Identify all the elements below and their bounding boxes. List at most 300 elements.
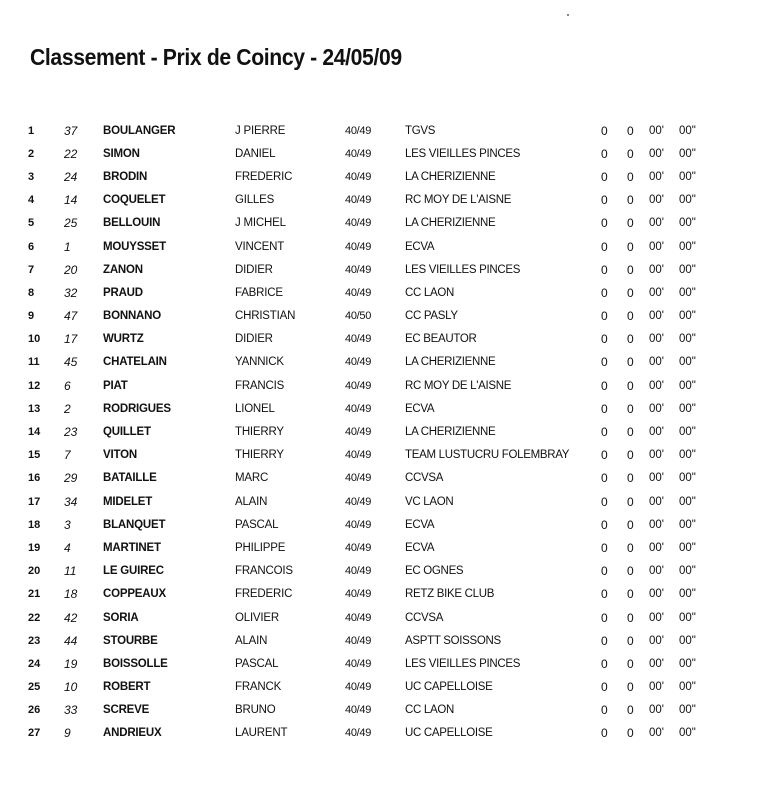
time-minutes-cell: 0 (627, 425, 634, 440)
category-cell: 40/49 (345, 402, 372, 415)
category-cell: 40/49 (345, 286, 372, 299)
table-row (28, 444, 709, 467)
rank-cell: 22 (28, 611, 41, 624)
time-gap-seconds-cell: 00" (679, 217, 696, 230)
time-gap-seconds-cell: 00" (679, 495, 696, 508)
last-name-cell: COPPEAUX (103, 588, 166, 601)
time-gap-seconds-cell: 00" (679, 611, 696, 624)
first-name-cell: DANIEL (235, 147, 276, 160)
club-cell: LA CHERIZIENNE (405, 217, 496, 230)
bib-cell: 42 (64, 610, 78, 625)
category-cell: 40/49 (345, 541, 372, 554)
bib-cell: 6 (64, 378, 71, 393)
time-gap-seconds-cell: 00" (679, 333, 696, 346)
time-minutes-cell: 0 (627, 633, 634, 648)
time-gap-minutes-cell: 00' (649, 356, 664, 369)
time-gap-seconds-cell: 00" (679, 634, 696, 647)
time-gap-minutes-cell: 00' (649, 379, 664, 392)
last-name-cell: BLANQUET (103, 518, 166, 531)
time-gap-seconds-cell: 00" (679, 263, 696, 276)
time-minutes-cell: 0 (627, 448, 634, 463)
table-row (28, 212, 709, 235)
time-minutes-cell: 0 (627, 517, 634, 532)
time-hours-cell: 0 (601, 285, 608, 300)
table-row (28, 722, 709, 745)
first-name-cell: THIERRY (235, 426, 284, 439)
time-minutes-cell: 0 (627, 123, 634, 138)
club-cell: CCVSA (405, 611, 444, 624)
table-row (28, 281, 709, 304)
results-table (28, 119, 709, 745)
rank-cell: 5 (28, 217, 35, 230)
table-row (28, 119, 709, 142)
rank-cell: 27 (28, 727, 41, 740)
club-cell: CC LAON (405, 286, 455, 299)
category-cell: 40/49 (345, 170, 372, 183)
time-gap-seconds-cell: 00" (679, 147, 696, 160)
table-row (28, 583, 709, 606)
bib-cell: 32 (64, 285, 78, 300)
table-row (28, 258, 709, 281)
category-cell: 40/49 (345, 333, 372, 346)
time-minutes-cell: 0 (627, 309, 634, 324)
rank-cell: 4 (28, 194, 35, 207)
bib-cell: 29 (64, 471, 78, 486)
table-row (28, 374, 709, 397)
club-cell: UC CAPELLOISE (405, 727, 493, 740)
time-gap-minutes-cell: 00' (649, 170, 664, 183)
category-cell: 40/49 (345, 495, 372, 508)
first-name-cell: BRUNO (235, 704, 276, 717)
time-gap-minutes-cell: 00' (649, 240, 664, 253)
last-name-cell: PIAT (103, 379, 128, 392)
club-cell: ECVA (405, 541, 435, 554)
page-title: Classement - Prix de Coincy - 24/05/09 (30, 44, 402, 70)
bib-cell: 25 (64, 216, 78, 231)
category-cell: 40/49 (345, 449, 372, 462)
time-gap-minutes-cell: 00' (649, 310, 664, 323)
rank-cell: 7 (28, 263, 35, 276)
table-row (28, 235, 709, 258)
bib-cell: 18 (64, 587, 78, 602)
time-minutes-cell: 0 (627, 378, 634, 393)
time-hours-cell: 0 (601, 262, 608, 277)
time-gap-minutes-cell: 00' (649, 495, 664, 508)
time-hours-cell: 0 (601, 448, 608, 463)
time-minutes-cell: 0 (627, 703, 634, 718)
rank-cell: 11 (28, 356, 40, 369)
last-name-cell: STOURBE (103, 634, 158, 647)
first-name-cell: DIDIER (235, 263, 273, 276)
time-minutes-cell: 0 (627, 401, 634, 416)
time-hours-cell: 0 (601, 355, 608, 370)
table-row (28, 351, 709, 374)
club-cell: LES VIEILLES PINCES (405, 263, 521, 276)
category-cell: 40/49 (345, 217, 372, 230)
bib-cell: 44 (64, 633, 78, 648)
time-hours-cell: 0 (601, 193, 608, 208)
time-minutes-cell: 0 (627, 610, 634, 625)
last-name-cell: MIDELET (103, 495, 153, 508)
time-gap-minutes-cell: 00' (649, 263, 664, 276)
time-hours-cell: 0 (601, 540, 608, 555)
rank-cell: 25 (28, 681, 41, 694)
category-cell: 40/49 (345, 727, 372, 740)
rank-cell: 16 (28, 472, 41, 485)
bib-cell: 11 (64, 564, 77, 579)
first-name-cell: PASCAL (235, 518, 279, 531)
time-hours-cell: 0 (601, 401, 608, 416)
last-name-cell: BELLOUIN (103, 217, 161, 230)
club-cell: CC PASLY (405, 310, 458, 323)
rank-cell: 2 (28, 147, 35, 160)
category-cell: 40/49 (345, 356, 372, 369)
last-name-cell: QUILLET (103, 426, 151, 439)
rank-cell: 9 (28, 310, 35, 323)
bib-cell: 1 (64, 239, 71, 254)
last-name-cell: RODRIGUES (103, 402, 171, 415)
rank-cell: 19 (28, 541, 41, 554)
rank-cell: 1 (28, 124, 35, 137)
category-cell: 40/49 (345, 472, 372, 485)
rank-cell: 21 (28, 588, 41, 601)
time-gap-minutes-cell: 00' (649, 402, 664, 415)
first-name-cell: DIDIER (235, 333, 273, 346)
last-name-cell: VITON (103, 449, 137, 462)
first-name-cell: J MICHEL (235, 217, 286, 230)
time-gap-minutes-cell: 00' (649, 217, 664, 230)
time-hours-cell: 0 (601, 378, 608, 393)
club-cell: TEAM LUSTUCRU FOLEMBRAY (405, 449, 570, 462)
club-cell: ASPTT SOISSONS (405, 634, 501, 647)
time-gap-minutes-cell: 00' (649, 124, 664, 137)
time-gap-minutes-cell: 00' (649, 449, 664, 462)
time-hours-cell: 0 (601, 169, 608, 184)
category-cell: 40/49 (345, 263, 372, 276)
club-cell: LES VIEILLES PINCES (405, 657, 521, 670)
table-row (28, 165, 709, 188)
last-name-cell: WURTZ (103, 333, 144, 346)
category-cell: 40/49 (345, 240, 372, 253)
time-hours-cell: 0 (601, 703, 608, 718)
time-minutes-cell: 0 (627, 726, 634, 741)
time-minutes-cell: 0 (627, 680, 634, 695)
time-minutes-cell: 0 (627, 169, 634, 184)
bib-cell: 22 (64, 146, 78, 161)
time-hours-cell: 0 (601, 216, 608, 231)
time-hours-cell: 0 (601, 726, 608, 741)
table-row (28, 490, 709, 513)
last-name-cell: COQUELET (103, 194, 166, 207)
time-gap-seconds-cell: 00" (679, 356, 696, 369)
category-cell: 40/49 (345, 657, 372, 670)
scan-speck (567, 14, 569, 16)
time-gap-minutes-cell: 00' (649, 681, 664, 694)
time-gap-minutes-cell: 00' (649, 426, 664, 439)
time-minutes-cell: 0 (627, 216, 634, 231)
bib-cell: 34 (64, 494, 78, 509)
last-name-cell: MARTINET (103, 541, 161, 554)
rank-cell: 13 (28, 402, 41, 415)
bib-cell: 10 (64, 680, 78, 695)
bib-cell: 37 (64, 123, 78, 138)
rank-cell: 8 (28, 286, 35, 299)
time-gap-minutes-cell: 00' (649, 588, 664, 601)
last-name-cell: PRAUD (103, 286, 143, 299)
first-name-cell: THIERRY (235, 449, 284, 462)
last-name-cell: BRODIN (103, 170, 148, 183)
time-gap-seconds-cell: 00" (679, 449, 696, 462)
time-minutes-cell: 0 (627, 285, 634, 300)
category-cell: 40/49 (345, 124, 372, 137)
club-cell: ECVA (405, 240, 435, 253)
time-gap-minutes-cell: 00' (649, 727, 664, 740)
rank-cell: 3 (28, 170, 35, 183)
bib-cell: 4 (64, 540, 71, 555)
club-cell: CC LAON (405, 704, 455, 717)
first-name-cell: VINCENT (235, 240, 285, 253)
time-hours-cell: 0 (601, 656, 608, 671)
time-gap-minutes-cell: 00' (649, 565, 664, 578)
time-gap-minutes-cell: 00' (649, 704, 664, 717)
last-name-cell: BATAILLE (103, 472, 157, 485)
table-row (28, 328, 709, 351)
time-hours-cell: 0 (601, 425, 608, 440)
rank-cell: 15 (28, 449, 41, 462)
time-minutes-cell: 0 (627, 239, 634, 254)
first-name-cell: MARC (235, 472, 269, 485)
first-name-cell: FRANCOIS (235, 565, 293, 578)
last-name-cell: MOUYSSET (103, 240, 166, 253)
club-cell: RC MOY DE L'AISNE (405, 379, 512, 392)
time-gap-minutes-cell: 00' (649, 194, 664, 207)
table-row (28, 467, 709, 490)
category-cell: 40/49 (345, 379, 372, 392)
club-cell: RETZ BIKE CLUB (405, 588, 495, 601)
time-minutes-cell: 0 (627, 656, 634, 671)
club-cell: ECVA (405, 402, 435, 415)
category-cell: 40/49 (345, 147, 372, 160)
last-name-cell: BONNANO (103, 310, 162, 323)
bib-cell: 23 (64, 425, 78, 440)
table-row (28, 397, 709, 420)
time-hours-cell: 0 (601, 587, 608, 602)
rank-cell: 17 (28, 495, 41, 508)
results-body (28, 119, 709, 745)
bib-cell: 3 (64, 517, 71, 532)
first-name-cell: FABRICE (235, 286, 283, 299)
category-cell: 40/49 (345, 634, 372, 647)
time-hours-cell: 0 (601, 633, 608, 648)
time-hours-cell: 0 (601, 610, 608, 625)
first-name-cell: J PIERRE (235, 124, 286, 137)
category-cell: 40/49 (345, 565, 372, 578)
table-row (28, 513, 709, 536)
first-name-cell: ALAIN (235, 634, 268, 647)
time-minutes-cell: 0 (627, 471, 634, 486)
time-gap-seconds-cell: 00" (679, 379, 696, 392)
time-minutes-cell: 0 (627, 332, 634, 347)
table-row (28, 560, 709, 583)
time-hours-cell: 0 (601, 564, 608, 579)
time-gap-seconds-cell: 00" (679, 681, 696, 694)
rank-cell: 6 (28, 240, 35, 253)
table-row (28, 536, 709, 559)
table-row (28, 699, 709, 722)
last-name-cell: SORIA (103, 611, 139, 624)
bib-cell: 7 (64, 448, 71, 463)
category-cell: 40/49 (345, 588, 372, 601)
time-gap-minutes-cell: 00' (649, 657, 664, 670)
first-name-cell: OLIVIER (235, 611, 279, 624)
time-gap-seconds-cell: 00" (679, 657, 696, 670)
time-hours-cell: 0 (601, 332, 608, 347)
time-gap-minutes-cell: 00' (649, 333, 664, 346)
first-name-cell: FRANCIS (235, 379, 285, 392)
time-minutes-cell: 0 (627, 540, 634, 555)
bib-cell: 45 (64, 355, 78, 370)
bib-cell: 24 (64, 169, 78, 184)
first-name-cell: LAURENT (235, 727, 288, 740)
time-gap-seconds-cell: 00" (679, 565, 696, 578)
category-cell: 40/49 (345, 681, 372, 694)
time-gap-minutes-cell: 00' (649, 634, 664, 647)
time-gap-minutes-cell: 00' (649, 611, 664, 624)
last-name-cell: ZANON (103, 263, 143, 276)
category-cell: 40/50 (345, 310, 372, 323)
rank-cell: 24 (28, 657, 41, 670)
table-row (28, 142, 709, 165)
time-minutes-cell: 0 (627, 564, 634, 579)
time-gap-seconds-cell: 00" (679, 727, 696, 740)
club-cell: RC MOY DE L'AISNE (405, 194, 512, 207)
first-name-cell: PHILIPPE (235, 541, 286, 554)
club-cell: LA CHERIZIENNE (405, 426, 496, 439)
club-cell: VC LAON (405, 495, 454, 508)
table-row (28, 652, 709, 675)
first-name-cell: YANNICK (235, 356, 284, 369)
time-hours-cell: 0 (601, 494, 608, 509)
time-minutes-cell: 0 (627, 262, 634, 277)
rank-cell: 12 (28, 379, 41, 392)
table-row (28, 189, 709, 212)
club-cell: EC OGNES (405, 565, 464, 578)
bib-cell: 20 (64, 262, 78, 277)
bib-cell: 14 (64, 193, 78, 208)
first-name-cell: LIONEL (235, 402, 275, 415)
table-row (28, 676, 709, 699)
time-minutes-cell: 0 (627, 146, 634, 161)
category-cell: 40/49 (345, 611, 372, 624)
club-cell: ECVA (405, 518, 435, 531)
rank-cell: 26 (28, 704, 41, 717)
time-minutes-cell: 0 (627, 193, 634, 208)
time-gap-seconds-cell: 00" (679, 124, 696, 137)
time-gap-minutes-cell: 00' (649, 541, 664, 554)
bib-cell: 19 (64, 656, 78, 671)
bib-cell: 17 (64, 332, 78, 347)
time-gap-seconds-cell: 00" (679, 541, 696, 554)
time-gap-seconds-cell: 00" (679, 310, 696, 323)
time-gap-minutes-cell: 00' (649, 147, 664, 160)
time-gap-seconds-cell: 00" (679, 240, 696, 253)
rank-cell: 14 (28, 426, 41, 439)
category-cell: 40/49 (345, 518, 372, 531)
time-hours-cell: 0 (601, 309, 608, 324)
last-name-cell: BOISSOLLE (103, 657, 168, 670)
time-gap-seconds-cell: 00" (679, 286, 696, 299)
time-gap-minutes-cell: 00' (649, 286, 664, 299)
category-cell: 40/49 (345, 194, 372, 207)
time-gap-minutes-cell: 00' (649, 518, 664, 531)
time-gap-minutes-cell: 00' (649, 472, 664, 485)
last-name-cell: SCREVE (103, 704, 150, 717)
last-name-cell: ANDRIEUX (103, 727, 162, 740)
bib-cell: 47 (64, 309, 78, 324)
club-cell: CCVSA (405, 472, 444, 485)
last-name-cell: LE GUIREC (103, 565, 164, 578)
first-name-cell: FREDERIC (235, 588, 293, 601)
table-row (28, 606, 709, 629)
time-minutes-cell: 0 (627, 494, 634, 509)
first-name-cell: CHRISTIAN (235, 310, 296, 323)
club-cell: LA CHERIZIENNE (405, 356, 496, 369)
time-gap-seconds-cell: 00" (679, 402, 696, 415)
last-name-cell: ROBERT (103, 681, 151, 694)
category-cell: 40/49 (345, 426, 372, 439)
time-gap-seconds-cell: 00" (679, 194, 696, 207)
bib-cell: 9 (64, 726, 71, 741)
rank-cell: 23 (28, 634, 41, 647)
time-gap-seconds-cell: 00" (679, 170, 696, 183)
club-cell: LES VIEILLES PINCES (405, 147, 521, 160)
time-hours-cell: 0 (601, 239, 608, 254)
time-gap-seconds-cell: 00" (679, 518, 696, 531)
first-name-cell: FREDERIC (235, 170, 293, 183)
last-name-cell: CHATELAIN (103, 356, 167, 369)
last-name-cell: SIMON (103, 147, 140, 160)
club-cell: LA CHERIZIENNE (405, 170, 496, 183)
time-hours-cell: 0 (601, 517, 608, 532)
bib-cell: 2 (64, 401, 71, 416)
table-row (28, 629, 709, 652)
club-cell: EC BEAUTOR (405, 333, 477, 346)
first-name-cell: PASCAL (235, 657, 279, 670)
time-hours-cell: 0 (601, 123, 608, 138)
first-name-cell: GILLES (235, 194, 275, 207)
time-hours-cell: 0 (601, 471, 608, 486)
time-gap-seconds-cell: 00" (679, 588, 696, 601)
club-cell: TGVS (405, 124, 436, 137)
last-name-cell: BOULANGER (103, 124, 176, 137)
category-cell: 40/49 (345, 704, 372, 717)
bib-cell: 33 (64, 703, 78, 718)
first-name-cell: ALAIN (235, 495, 268, 508)
table-row (28, 305, 709, 328)
time-gap-seconds-cell: 00" (679, 472, 696, 485)
time-gap-seconds-cell: 00" (679, 704, 696, 717)
time-minutes-cell: 0 (627, 355, 634, 370)
time-gap-seconds-cell: 00" (679, 426, 696, 439)
club-cell: UC CAPELLOISE (405, 681, 493, 694)
table-row (28, 420, 709, 443)
rank-cell: 10 (28, 333, 41, 346)
first-name-cell: FRANCK (235, 681, 282, 694)
time-minutes-cell: 0 (627, 587, 634, 602)
rank-cell: 18 (28, 518, 41, 531)
time-hours-cell: 0 (601, 680, 608, 695)
time-hours-cell: 0 (601, 146, 608, 161)
